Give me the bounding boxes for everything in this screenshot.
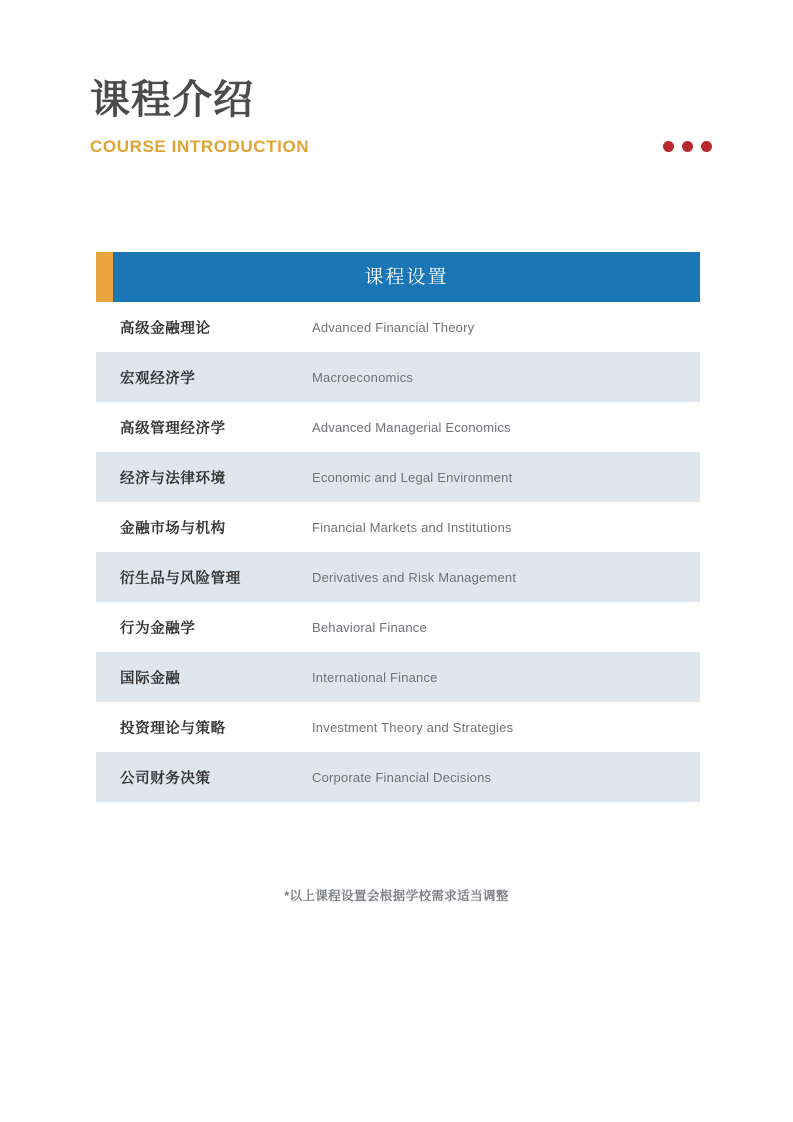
dot-icon [682,141,693,152]
table-row [96,352,700,402]
course-table-header [96,252,700,302]
page-header [90,78,713,157]
header-title-area [113,252,700,302]
dot-icon [663,141,674,152]
course-name-cn: 投资理论与策略 [120,720,226,737]
table-row [96,752,700,802]
course-name-en: Corporate Financial Decisions [312,769,492,785]
table-row [96,652,700,702]
course-name-en: Investment Theory and Strategies [312,719,514,735]
header-accent-bar [96,252,113,302]
course-name-cn: 经济与法律环境 [120,470,226,487]
decorative-dots [663,141,713,152]
course-table [96,252,700,802]
course-table-body [96,302,700,802]
course-name-cn: 衍生品与风险管理 [120,570,241,587]
course-table-header-label: 课程设置 [364,266,449,288]
course-name-en: Macroeconomics [312,369,414,385]
page-subtitle-english: COURSE INTRODUCTION [90,136,310,156]
table-row [96,602,700,652]
course-name-cn: 公司财务决策 [120,770,211,787]
course-name-cn: 国际金融 [120,670,181,687]
course-name-en: Financial Markets and Institutions [312,519,512,535]
table-row [96,552,700,602]
course-name-cn: 高级金融理论 [120,320,211,337]
course-name-cn: 金融市场与机构 [120,520,226,537]
page-title: 课程介绍 [90,78,254,122]
footnote-text: *以上课程设置会根据学校需求适当调整 [284,889,509,903]
course-name-cn: 行为金融学 [120,620,196,637]
course-name-en: Advanced Financial Theory [312,319,475,335]
course-name-en: Derivatives and Risk Management [312,569,517,585]
table-row [96,502,700,552]
subtitle-row [90,135,713,157]
course-name-en: Economic and Legal Environment [312,469,513,485]
course-name-cn: 高级管理经济学 [120,420,226,437]
course-name-en: Behavioral Finance [312,619,427,635]
table-row [96,302,700,352]
table-row [96,452,700,502]
course-name-cn: 宏观经济学 [120,370,196,387]
dot-icon [701,141,712,152]
table-row [96,402,700,452]
table-row [96,702,700,752]
course-name-en: International Finance [312,669,438,685]
course-name-en: Advanced Managerial Economics [312,419,511,435]
